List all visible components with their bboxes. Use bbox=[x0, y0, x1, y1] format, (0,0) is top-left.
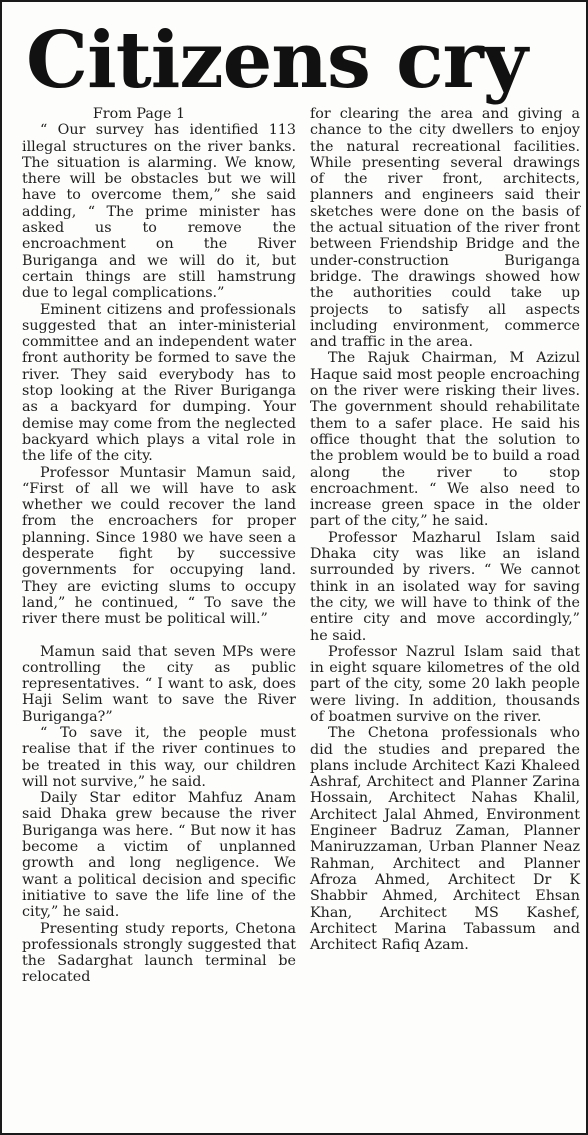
right-column bbox=[310, 106, 580, 953]
paragraph: Professor Muntasir Mamun said, “First of all we will have to ask whether we could recover the land from the encroachers for proper planning. Since 1980 we have seen a desperate fight by successive governments for occupying land. They are evicting slums to occupy land,” he continued, “ To save the river there must be political will.” bbox=[22, 464, 296, 628]
paragraph: Professor Mazharul Islam said Dhaka city was like an island surrounded by rivers. “ We cannot think in an isolated way for saving the city, we will have to think of the entire city and move accordingly,” he said. bbox=[310, 529, 580, 644]
paragraph: Presenting study reports, Chetona professionals strongly suggested that the Sadarghat launch terminal be relocated bbox=[22, 920, 296, 986]
paragraph: for clearing the area and giving a chance to the city dwellers to enjoy the natural recreational facilities. While presenting several drawings of the river front, architects, planners and engineers said their sketches were done on the basis of the actual situation of the river front between Friendship Bridge and the under-construction Buriganga bridge. The drawings showed how the authorities could take up projects to satisfy all aspects including environment, commerce and traffic in the area. bbox=[310, 106, 580, 351]
paragraph: The Rajuk Chairman, M Azizul Haque said most people encroaching on the river were risking their lives. The government should rehabilitate them to a safer place. He said his office thought that the solution to the problem would be to build a road along the river to stop encroachment. “ We also need to increase green space in the older part of the city,” he said. bbox=[310, 350, 580, 530]
paragraph: Mamun said that seven MPs were controlling the city as public representatives. “ I want to ask, does Haji Selim want to save the River Buriganga?” bbox=[22, 643, 296, 725]
headline: Citizens cry bbox=[26, 15, 527, 106]
paragraph: “ Our survey has identified 113 illegal structures on the river banks. The situation is alarming. We know, there will be obstacles but we will have to overcome them,” she said adding, “ The prime minister has asked us to remove the encroachment on the River Buriganga and we will do it, but certain things are still hamstrung due to legal complications.” bbox=[22, 122, 296, 302]
paragraph: Eminent citizens and professionals suggested that an inter-ministerial committee and an independent water front authority be formed to save the river. They said everybody has to stop looking at the River Buriganga as a backyard for dumping. Your demise may come from the neglected backyard which plays a vital role in the life of the city. bbox=[22, 301, 296, 465]
left-column bbox=[22, 106, 296, 986]
paragraph: Professor Nazrul Islam said that in eight square kilometres of the old part of the city, some 20 lakh people were living. In addition, thousands of boatmen survive on the river. bbox=[310, 643, 580, 725]
jump-line: From Page 1 bbox=[92, 106, 186, 122]
paragraph: The Chetona professionals who did the studies and prepared the plans include Architect Kazi Khaleed Ashraf, Architect and Planner Zarina Hossain, Architect Nahas Khalil, Architect Jalal Ahmed, Environment Engineer Badruz Zaman, Planner Maniruzzaman, Urban Planner Neaz Rahman, Architect and Planner Afroza Ahmed, Architect Dr K Shabbir Ahmed, Architect Ehsan Khan, Architect MS Kashef, Architect Marina Tabassum and Architect Rafiq Azam. bbox=[310, 725, 580, 954]
paragraph: “ To save it, the people must realise that if the river continues to be treated in this way, our children will not survive,” he said. bbox=[22, 724, 296, 790]
paragraph: Daily Star editor Mahfuz Anam said Dhaka grew because the river Buriganga was here. “ But now it has become a victim of unplanned growth and long negligence. We want a political decision and specific initiative to save the life line of the city,” he said. bbox=[22, 790, 296, 921]
